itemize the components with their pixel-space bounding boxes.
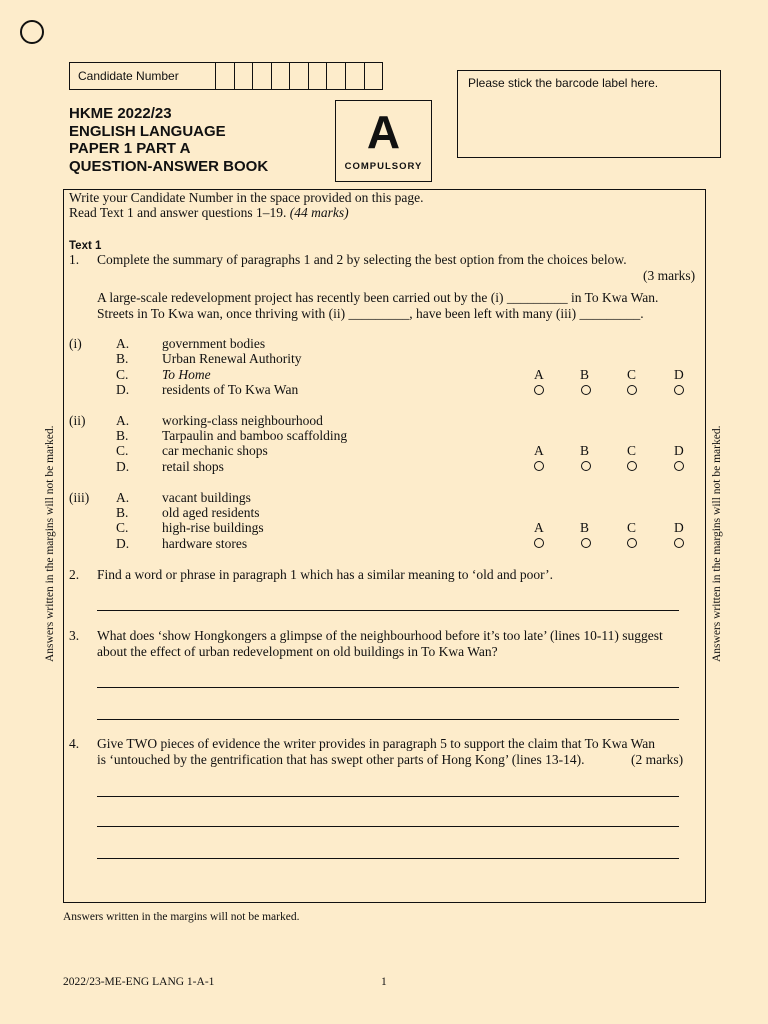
option-text: Urban Renewal Authority <box>162 351 302 366</box>
option-text: Tarpaulin and bamboo scaffolding <box>162 428 348 443</box>
answer-bubble[interactable] <box>627 385 637 395</box>
margin-note-right: Answers written in the margins will not be marked. <box>711 425 723 662</box>
total-marks: (44 marks) <box>289 205 349 220</box>
candidate-number-cell[interactable] <box>346 63 365 89</box>
registration-circle <box>20 20 44 44</box>
question-prompt: about the effect of urban redevelopment on old buildings in To Kwa Wan? <box>97 644 498 659</box>
title-line: PAPER 1 PART A <box>69 140 191 157</box>
answer-bubble[interactable] <box>627 538 637 548</box>
option-letter: B. <box>116 428 129 443</box>
answer-bubble[interactable] <box>627 461 637 471</box>
question-number: 2. <box>69 567 80 582</box>
question-prompt: What does ‘show Hongkongers a glimpse of the neighbourhood before it’s too late’ (lines 10-11) suggest <box>97 628 663 643</box>
part-label: (iii) <box>69 490 90 505</box>
question-marks: (2 marks) <box>631 752 684 767</box>
answer-bubble[interactable] <box>534 461 544 471</box>
option-letter: A. <box>116 336 130 351</box>
answer-bubble[interactable] <box>534 538 544 548</box>
part-label: (i) <box>69 336 82 351</box>
choice-letter: B <box>580 520 590 535</box>
summary-text: Streets in To Kwa wan, once thriving with (ii) _________, have been left with many (iii) _________. <box>97 306 644 321</box>
footer-note: Answers written in the margins will not be marked. <box>63 911 300 923</box>
section-a-box <box>335 100 432 182</box>
candidate-number-cell[interactable] <box>327 63 346 89</box>
choice-letter: B <box>580 443 590 458</box>
question-number: 4. <box>69 736 80 751</box>
text-heading: Text 1 <box>69 240 102 252</box>
option-text: working-class neighbourhood <box>162 413 323 428</box>
option-letter: B. <box>116 351 129 366</box>
option-letter: C. <box>116 520 129 535</box>
candidate-number-label: Candidate Number <box>70 63 216 89</box>
option-text: retail shops <box>162 459 224 474</box>
option-text: hardware stores <box>162 536 248 551</box>
candidate-number-cells <box>216 63 382 89</box>
candidate-number-cell[interactable] <box>235 63 254 89</box>
option-text: government bodies <box>162 336 266 351</box>
instruction-line: Write your Candidate Number in the space provided on this page. <box>69 190 424 205</box>
title-line: QUESTION-ANSWER BOOK <box>69 157 269 175</box>
part-label: (ii) <box>69 413 86 428</box>
answer-bubble[interactable] <box>674 461 684 471</box>
answer-bubble[interactable] <box>534 385 544 395</box>
title-line: HKME 2022/23 <box>69 105 172 122</box>
choice-letter: B <box>580 367 590 382</box>
section-letter: A <box>366 106 401 158</box>
candidate-number-box <box>69 62 383 90</box>
answer-line[interactable] <box>97 610 679 611</box>
answer-bubble[interactable] <box>674 538 684 548</box>
question-prompt: is ‘untouched by the gentrification that has swept other parts of Hong Kong’ (lines 13-14). <box>97 752 585 767</box>
answer-bubble[interactable] <box>581 461 591 471</box>
choice-letter: D <box>674 443 684 458</box>
choice-letter: D <box>674 367 684 382</box>
paper-code: 2022/23-ME-ENG LANG 1-A-1 <box>63 976 215 988</box>
question-marks: (3 marks) <box>643 268 696 283</box>
option-letter: D. <box>116 536 130 551</box>
answer-line[interactable] <box>97 687 679 688</box>
question-number: 1. <box>69 252 80 267</box>
option-letter: A. <box>116 490 130 505</box>
candidate-number-cell[interactable] <box>365 63 383 89</box>
option-letter: D. <box>116 459 130 474</box>
page-number: 1 <box>381 976 387 988</box>
choice-letter: A <box>534 443 544 458</box>
option-text: residents of To Kwa Wan <box>162 382 299 397</box>
choice-letter: C <box>627 520 637 535</box>
answer-bubble[interactable] <box>581 538 591 548</box>
question-prompt: Find a word or phrase in paragraph 1 which has a similar meaning to ‘old and poor’. <box>97 567 554 582</box>
answer-line[interactable] <box>97 858 679 859</box>
barcode-label-box <box>457 70 721 158</box>
option-text: vacant buildings <box>162 490 251 505</box>
title-line: ENGLISH LANGUAGE <box>69 122 226 140</box>
question-prompt: Give TWO pieces of evidence the writer provides in paragraph 5 to support the claim that To Kwa Wan <box>97 736 656 751</box>
summary-text: A large-scale redevelopment project has recently been carried out by the (i) _________ in To Kwa Wan. <box>97 290 659 305</box>
option-text: To Home <box>162 367 211 382</box>
choice-letter: C <box>627 443 637 458</box>
choice-letter: A <box>534 367 544 382</box>
option-letter: C. <box>116 367 129 382</box>
margin-note-left: Answers written in the margins will not be marked. <box>44 425 56 662</box>
candidate-number-cell[interactable] <box>290 63 309 89</box>
option-letter: D. <box>116 382 130 397</box>
answer-line[interactable] <box>97 719 679 720</box>
candidate-number-cell[interactable] <box>309 63 328 89</box>
choice-letter: A <box>534 520 544 535</box>
barcode-instruction: Please stick the barcode label here. <box>468 76 659 90</box>
option-letter: C. <box>116 443 129 458</box>
answer-line[interactable] <box>97 826 679 827</box>
question-number: 3. <box>69 628 80 643</box>
candidate-number-cell[interactable] <box>216 63 235 89</box>
option-letter: A. <box>116 413 130 428</box>
option-letter: B. <box>116 505 129 520</box>
candidate-number-cell[interactable] <box>253 63 272 89</box>
paper-title <box>69 105 268 175</box>
option-text: old aged residents <box>162 505 260 520</box>
option-text: high-rise buildings <box>162 520 264 535</box>
answer-bubble[interactable] <box>581 385 591 395</box>
answer-bubble[interactable] <box>674 385 684 395</box>
section-label: COMPULSORY <box>344 161 423 172</box>
candidate-number-cell[interactable] <box>272 63 291 89</box>
option-text: car mechanic shops <box>162 443 268 458</box>
choice-letter: C <box>627 367 637 382</box>
question-prompt: Complete the summary of paragraphs 1 and 2 by selecting the best option from the choices below. <box>97 252 627 267</box>
answer-line[interactable] <box>97 796 679 797</box>
choice-letter: D <box>674 520 684 535</box>
instruction-line: Read Text 1 and answer questions 1–19. (44 marks) <box>69 205 349 220</box>
